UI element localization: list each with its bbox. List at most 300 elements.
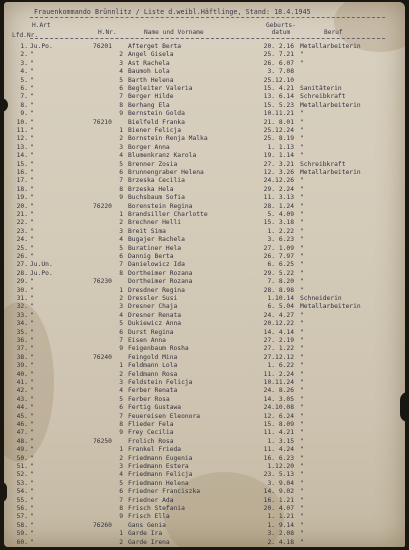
- row-name: Begleiter Valeria: [128, 85, 193, 92]
- row-name: Frey Cecilia: [128, 429, 174, 437]
- row-lfd-nr: 26.: [16, 253, 28, 260]
- row-nummer-suffix: 7: [119, 261, 123, 269]
- row-haeftlingsnummer: 76210: [93, 118, 112, 126]
- row-haeftlingsart: ": [30, 59, 34, 67]
- row-haeftlingsart: ": [30, 395, 34, 403]
- row-nummer-suffix: 4: [119, 236, 123, 244]
- row-lfd-nr: 18.: [16, 185, 28, 193]
- row-beruf: ": [300, 244, 304, 252]
- row-beruf: ": [300, 429, 304, 437]
- row-nummer-suffix: 9: [119, 345, 123, 353]
- row-nummer-suffix: 2: [119, 295, 123, 302]
- row-haeftlingsart: ": [30, 219, 34, 227]
- table-row: [4, 371, 405, 380]
- row-name: Bornstein Renja Malka: [128, 135, 208, 143]
- row-nummer-suffix: 9: [119, 110, 123, 118]
- row-beruf: Metallarbeiterin: [300, 169, 361, 176]
- row-name: Borger Anna: [128, 143, 170, 151]
- row-lfd-nr: 22.: [16, 219, 28, 227]
- row-beruf: Schneiderin: [300, 295, 342, 302]
- row-lfd-nr: 5.: [20, 76, 28, 84]
- row-name: Durst Regina: [128, 328, 174, 336]
- row-name: Dresner Chaja: [128, 303, 178, 311]
- row-name: Brzeska Hela: [128, 185, 174, 193]
- row-nummer-suffix: 2: [119, 135, 123, 143]
- row-geburtsdatum: 27. 3.21: [263, 160, 294, 168]
- row-name: Feuereisen Eleonora: [128, 412, 201, 420]
- row-haeftlingsart: ": [30, 51, 34, 59]
- row-geburtsdatum: 12. 6.24: [263, 412, 294, 420]
- row-beruf: ": [300, 437, 304, 445]
- row-lfd-nr: 27.: [16, 261, 28, 269]
- row-haeftlingsart: ": [30, 412, 34, 420]
- row-name: Bielfeld Franka: [128, 118, 185, 126]
- row-name: Brechner Helli: [128, 219, 182, 227]
- table-row: [4, 219, 405, 228]
- row-geburtsdatum: 24. 4.27: [263, 311, 294, 319]
- row-haeftlingsart: ": [30, 437, 34, 445]
- row-geburtsdatum: 29. 2.24: [263, 185, 294, 193]
- row-name: Dukiewicz Anna: [128, 320, 182, 328]
- row-lfd-nr: 40.: [16, 370, 28, 378]
- row-lfd-nr: 53.: [16, 479, 28, 487]
- table-row: [4, 354, 405, 363]
- row-name: Angel Gisela: [128, 51, 174, 59]
- row-lfd-nr: 39.: [16, 362, 28, 370]
- row-beruf: Metallarbeiterin: [300, 43, 361, 50]
- row-lfd-nr: 37.: [16, 345, 28, 353]
- row-haeftlingsart: ": [30, 152, 34, 160]
- row-lfd-nr: 17.: [16, 177, 28, 185]
- row-lfd-nr: 10.: [16, 118, 28, 126]
- table-row: [4, 505, 405, 514]
- row-geburtsdatum: 15. 8.09: [263, 421, 294, 428]
- tear-right-edge: [400, 392, 405, 422]
- row-lfd-nr: 31.: [16, 295, 28, 302]
- row-nummer-suffix: 3: [119, 227, 123, 235]
- table-row: [4, 177, 405, 186]
- table-row: [4, 261, 405, 270]
- row-geburtsdatum: 14. 9.02: [263, 488, 294, 496]
- row-beruf: ": [300, 337, 304, 344]
- row-geburtsdatum: 7. 8.20: [267, 278, 294, 286]
- row-name: Frisch Stefania: [128, 505, 185, 512]
- row-lfd-nr: 9.: [20, 110, 28, 118]
- row-beruf: ": [300, 219, 304, 227]
- row-geburtsdatum: 10.11.21: [263, 110, 294, 118]
- row-lfd-nr: 6.: [20, 85, 28, 92]
- table-row: [4, 539, 405, 547]
- row-nummer-suffix: 6: [119, 253, 123, 260]
- row-lfd-nr: 46.: [16, 421, 28, 428]
- row-nummer-suffix: 9: [119, 194, 123, 202]
- row-name: Frolich Rosa: [128, 437, 174, 445]
- table-row: [4, 471, 405, 480]
- table-row: [4, 530, 405, 539]
- row-beruf: ": [300, 269, 304, 277]
- row-lfd-nr: 21.: [16, 211, 28, 218]
- row-geburtsdatum: 1. 1.21: [267, 513, 294, 521]
- row-nummer-suffix: 3: [119, 463, 123, 470]
- table-row: [4, 43, 405, 52]
- table-row: [4, 60, 405, 69]
- row-geburtsdatum: 12. 3.26: [263, 169, 294, 176]
- row-nummer-suffix: 6: [119, 85, 123, 92]
- row-beruf: ": [300, 328, 304, 336]
- col-header-name: Name und Vorname: [144, 29, 204, 36]
- row-lfd-nr: 25.: [16, 244, 28, 252]
- row-beruf: ": [300, 253, 304, 260]
- row-geburtsdatum: 3. 7.08: [267, 68, 294, 76]
- row-geburtsdatum: 1. 3.15: [267, 437, 294, 445]
- row-lfd-nr: 57.: [16, 513, 28, 521]
- row-geburtsdatum: 25.12.10: [263, 76, 294, 84]
- row-lfd-nr: 1.: [20, 43, 28, 50]
- row-name: Friedmann Helena: [128, 479, 189, 487]
- row-beruf: ": [300, 353, 304, 361]
- row-beruf: ": [300, 496, 304, 504]
- row-lfd-nr: 14.: [16, 152, 28, 160]
- row-geburtsdatum: 2. 4.18: [267, 538, 294, 546]
- row-geburtsdatum: 29. 5.22: [263, 269, 294, 277]
- row-beruf: ": [300, 286, 304, 294]
- table-row: [4, 135, 405, 144]
- row-geburtsdatum: 25.12.24: [263, 127, 294, 134]
- row-haeftlingsart: ": [30, 160, 34, 168]
- table-row: [4, 404, 405, 413]
- row-beruf: ": [300, 194, 304, 202]
- row-nummer-suffix: 5: [119, 76, 123, 84]
- row-lfd-nr: 4.: [20, 68, 28, 76]
- row-lfd-nr: 34.: [16, 320, 28, 328]
- row-name: Dresdner Regina: [128, 286, 185, 294]
- row-geburtsdatum: 15. 3.18: [263, 219, 294, 227]
- row-beruf: Schreibkraft: [300, 93, 346, 101]
- row-beruf: ": [300, 513, 304, 521]
- row-name: Garde Ira: [128, 530, 163, 538]
- row-haeftlingsart: ": [30, 303, 34, 311]
- row-beruf: ": [300, 446, 304, 454]
- row-beruf: ": [300, 227, 304, 235]
- row-nummer-suffix: 8: [119, 505, 123, 512]
- row-geburtsdatum: 11. 3.13: [263, 194, 294, 202]
- row-nummer-suffix: 1: [119, 286, 123, 294]
- row-geburtsdatum: 3. 2.08: [267, 530, 294, 538]
- row-haeftlingsnummer: 76230: [93, 278, 112, 286]
- row-name: Buchsbaum Sofia: [128, 194, 185, 202]
- row-beruf: ": [300, 412, 304, 420]
- table-row: [4, 194, 405, 203]
- row-lfd-nr: 55.: [16, 496, 28, 504]
- row-beruf: ": [300, 110, 304, 118]
- row-nummer-suffix: 5: [119, 320, 123, 328]
- row-beruf: ": [300, 59, 304, 67]
- row-haeftlingsart: ": [30, 169, 34, 176]
- row-haeftlingsart: ": [30, 370, 34, 378]
- row-haeftlingsnummer: 76250: [93, 437, 112, 445]
- row-name: Flieder Fela: [128, 421, 174, 428]
- row-beruf: ": [300, 370, 304, 378]
- row-nummer-suffix: 7: [119, 177, 123, 185]
- row-beruf: ": [300, 177, 304, 185]
- row-name: Afterget Berta: [128, 43, 182, 50]
- table-row: [4, 161, 405, 170]
- header-underline: [30, 38, 385, 39]
- row-haeftlingsart: ": [30, 118, 34, 126]
- row-nummer-suffix: 1: [119, 211, 123, 218]
- row-lfd-nr: 28.: [16, 269, 28, 277]
- row-name: Biener Felicja: [128, 127, 182, 134]
- table-row: [4, 51, 405, 60]
- row-lfd-nr: 13.: [16, 143, 28, 151]
- row-geburtsdatum: 20.12.22: [263, 320, 294, 328]
- row-name: Ast Rachela: [128, 59, 170, 67]
- table-row: [4, 463, 405, 472]
- row-beruf: ": [300, 152, 304, 160]
- row-lfd-nr: 51.: [16, 463, 28, 470]
- row-lfd-nr: 12.: [16, 135, 28, 143]
- row-haeftlingsart: ": [30, 295, 34, 302]
- row-geburtsdatum: 6. 6.25: [267, 261, 294, 269]
- row-name: Breit Sima: [128, 227, 166, 235]
- row-geburtsdatum: 1.10.14: [267, 295, 294, 302]
- row-geburtsdatum: 1. 2.22: [267, 227, 294, 235]
- row-name: Frisch Ella: [128, 513, 170, 521]
- table-row: [4, 497, 405, 506]
- row-haeftlingsart: ": [30, 530, 34, 538]
- row-geburtsdatum: 1.12.20: [267, 463, 294, 470]
- row-haeftlingsart: ": [30, 353, 34, 361]
- row-name: Brandsiller Charlotte: [128, 211, 208, 218]
- row-beruf: ": [300, 379, 304, 386]
- row-haeftlingsart: ": [30, 177, 34, 185]
- table-row: [4, 345, 405, 354]
- row-geburtsdatum: 15. 4.21: [263, 85, 294, 92]
- row-geburtsdatum: 16. 6.23: [263, 454, 294, 462]
- row-geburtsdatum: 19. 1.14: [263, 152, 294, 160]
- row-lfd-nr: 30.: [16, 286, 28, 294]
- row-beruf: ": [300, 488, 304, 496]
- row-beruf: Sanitäterin: [300, 85, 342, 92]
- table-row: [4, 211, 405, 220]
- row-geburtsdatum: 27. 2.19: [263, 337, 294, 344]
- row-beruf: ": [300, 530, 304, 538]
- row-geburtsdatum: 21. 8.01: [263, 118, 294, 126]
- row-nummer-suffix: 9: [119, 513, 123, 521]
- row-nummer-suffix: 1: [119, 362, 123, 370]
- row-haeftlingsart: ": [30, 85, 34, 92]
- row-haeftlingsart: ": [30, 446, 34, 454]
- row-geburtsdatum: 24. 8.26: [263, 387, 294, 395]
- row-lfd-nr: 3.: [20, 59, 28, 67]
- row-beruf: ": [300, 538, 304, 546]
- row-geburtsdatum: 6. 5.04: [267, 303, 294, 311]
- table-row: [4, 119, 405, 128]
- row-name: Brzeska Cecilia: [128, 177, 185, 185]
- row-lfd-nr: 59.: [16, 530, 28, 538]
- row-nummer-suffix: 2: [119, 370, 123, 378]
- row-haeftlingsart: ": [30, 135, 34, 143]
- row-beruf: ": [300, 51, 304, 59]
- table-row: [4, 278, 405, 287]
- row-beruf: ": [300, 278, 304, 286]
- table-row: [4, 245, 405, 254]
- row-geburtsdatum: 16. 1.21: [263, 496, 294, 504]
- row-haeftlingsart: ": [30, 101, 34, 109]
- row-name: Berhang Ela: [128, 101, 170, 109]
- row-geburtsdatum: 25. 7.21: [263, 51, 294, 59]
- table-row: [4, 446, 405, 455]
- table-row: [4, 77, 405, 86]
- row-name: Ferber Renata: [128, 387, 178, 395]
- row-lfd-nr: 48.: [16, 437, 28, 445]
- table-row: [4, 421, 405, 430]
- table-row: [4, 513, 405, 522]
- row-name: Feldmann Rosa: [128, 370, 178, 378]
- row-nummer-suffix: 3: [119, 143, 123, 151]
- row-nummer-suffix: 8: [119, 101, 123, 109]
- row-nummer-suffix: 3: [119, 303, 123, 311]
- row-name: Dortheimer Rozana: [128, 269, 193, 277]
- row-lfd-nr: 8.: [20, 101, 28, 109]
- row-geburtsdatum: 26. 6.07: [263, 59, 294, 67]
- row-nummer-suffix: 7: [119, 93, 123, 101]
- row-beruf: ": [300, 135, 304, 143]
- row-haeftlingsart: ": [30, 328, 34, 336]
- row-beruf: ": [300, 211, 304, 218]
- row-nummer-suffix: 2: [119, 51, 123, 59]
- table-row: [4, 362, 405, 371]
- table-row: [4, 438, 405, 447]
- col-header-haeftlingsart: H.Art: [32, 22, 51, 29]
- row-lfd-nr: 52.: [16, 471, 28, 479]
- row-geburtsdatum: 27.12.12: [263, 353, 294, 361]
- row-name: Berger Hilde: [128, 93, 174, 101]
- row-lfd-nr: 43.: [16, 395, 28, 403]
- row-haeftlingsart: ": [30, 211, 34, 218]
- row-lfd-nr: 32.: [16, 303, 28, 311]
- row-name: Dannig Berta: [128, 253, 174, 260]
- row-haeftlingsart: ": [30, 227, 34, 235]
- row-beruf: ": [300, 320, 304, 328]
- row-beruf: ": [300, 505, 304, 512]
- row-lfd-nr: 47.: [16, 429, 28, 437]
- row-haeftlingsart: ": [30, 362, 34, 370]
- table-row: [4, 429, 405, 438]
- table-row: [4, 169, 405, 178]
- row-nummer-suffix: 4: [119, 471, 123, 479]
- row-haeftlingsart: ": [30, 479, 34, 487]
- row-name: Friedner Franciszka: [128, 488, 201, 496]
- row-geburtsdatum: 23. 5.13: [263, 471, 294, 479]
- row-geburtsdatum: 24.12.26: [263, 177, 294, 185]
- table-row: [4, 102, 405, 111]
- row-haeftlingsart: ": [30, 513, 34, 521]
- row-nummer-suffix: 7: [119, 412, 123, 420]
- row-geburtsdatum: 25. 8.19: [263, 135, 294, 143]
- row-geburtsdatum: 28. 8.98: [263, 286, 294, 294]
- row-name: Bernstein Golda: [128, 110, 185, 118]
- row-haeftlingsart: ": [30, 185, 34, 193]
- row-lfd-nr: 45.: [16, 412, 28, 420]
- row-haeftlingsart: ": [30, 538, 34, 546]
- row-beruf: ": [300, 387, 304, 395]
- table-row: [4, 253, 405, 262]
- row-lfd-nr: 24.: [16, 236, 28, 244]
- row-nummer-suffix: 5: [119, 395, 123, 403]
- row-beruf: ": [300, 454, 304, 462]
- row-name: Feldmann Lola: [128, 362, 178, 370]
- row-geburtsdatum: 1. 1.13: [267, 143, 294, 151]
- col-header-beruf: Beruf: [324, 29, 343, 36]
- row-nummer-suffix: 6: [119, 404, 123, 412]
- row-name: Friedmann Estera: [128, 463, 189, 470]
- table-row: [4, 329, 405, 338]
- row-lfd-nr: 19.: [16, 194, 28, 202]
- col-header-geburtsdatum: Geburts- datum: [266, 22, 296, 36]
- row-nummer-suffix: 5: [119, 160, 123, 168]
- row-geburtsdatum: 1. 6.22: [267, 362, 294, 370]
- row-beruf: Metallarbeiterin: [300, 101, 361, 109]
- row-lfd-nr: 33.: [16, 311, 28, 319]
- row-haeftlingsart: ": [30, 488, 34, 496]
- row-haeftlingsart: Ju.Po.: [30, 43, 53, 50]
- row-name: Feingold Mina: [128, 353, 178, 361]
- row-name: Ferber Rosa: [128, 395, 170, 403]
- row-lfd-nr: 11.: [16, 127, 28, 134]
- row-nummer-suffix: 4: [119, 152, 123, 160]
- row-geburtsdatum: 20. 2.16: [263, 43, 294, 50]
- row-haeftlingsart: ": [30, 379, 34, 386]
- row-name: Garde Irena: [128, 538, 170, 546]
- col-header-haeftlingsnummer: H.Nr.: [98, 29, 117, 36]
- row-nummer-suffix: 7: [119, 337, 123, 344]
- row-lfd-nr: 7.: [20, 93, 28, 101]
- row-beruf: ": [300, 521, 304, 529]
- row-nummer-suffix: 2: [119, 538, 123, 546]
- row-haeftlingsart: ": [30, 236, 34, 244]
- row-nummer-suffix: 2: [119, 454, 123, 462]
- table-row: [4, 127, 405, 136]
- row-name: Feldstein Felicja: [128, 379, 193, 386]
- row-beruf: ": [300, 463, 304, 470]
- row-haeftlingsart: ": [30, 421, 34, 428]
- row-lfd-nr: 54.: [16, 488, 28, 496]
- row-geburtsdatum: 1. 9.14: [267, 521, 294, 529]
- table-row: [4, 413, 405, 422]
- row-haeftlingsart: ": [30, 244, 34, 252]
- row-haeftlingsart: ": [30, 505, 34, 512]
- row-lfd-nr: 15.: [16, 160, 28, 168]
- row-name: Gans Genia: [128, 521, 166, 529]
- row-haeftlingsart: ": [30, 337, 34, 344]
- row-nummer-suffix: 1: [119, 446, 123, 454]
- row-haeftlingsart: Ju.Un.: [30, 261, 53, 269]
- row-haeftlingsart: ": [30, 454, 34, 462]
- row-geburtsdatum: 11. 2.24: [263, 370, 294, 378]
- row-geburtsdatum: 20. 4.07: [263, 505, 294, 512]
- row-haeftlingsart: ": [30, 93, 34, 101]
- row-nummer-suffix: 3: [119, 59, 123, 67]
- row-name: Brunnengraber Helena: [128, 169, 204, 176]
- row-nummer-suffix: 6: [119, 328, 123, 336]
- row-geburtsdatum: 14. 4.14: [263, 328, 294, 336]
- row-geburtsdatum: 15. 5.23: [263, 101, 294, 109]
- list-title: Frauenkommando Brünnlitz / Liste d.weibl.Häftlinge, Stand: 18.4.1945: [34, 8, 311, 16]
- row-haeftlingsart: ": [30, 496, 34, 504]
- row-nummer-suffix: 1: [119, 127, 123, 134]
- table-row: [4, 522, 405, 531]
